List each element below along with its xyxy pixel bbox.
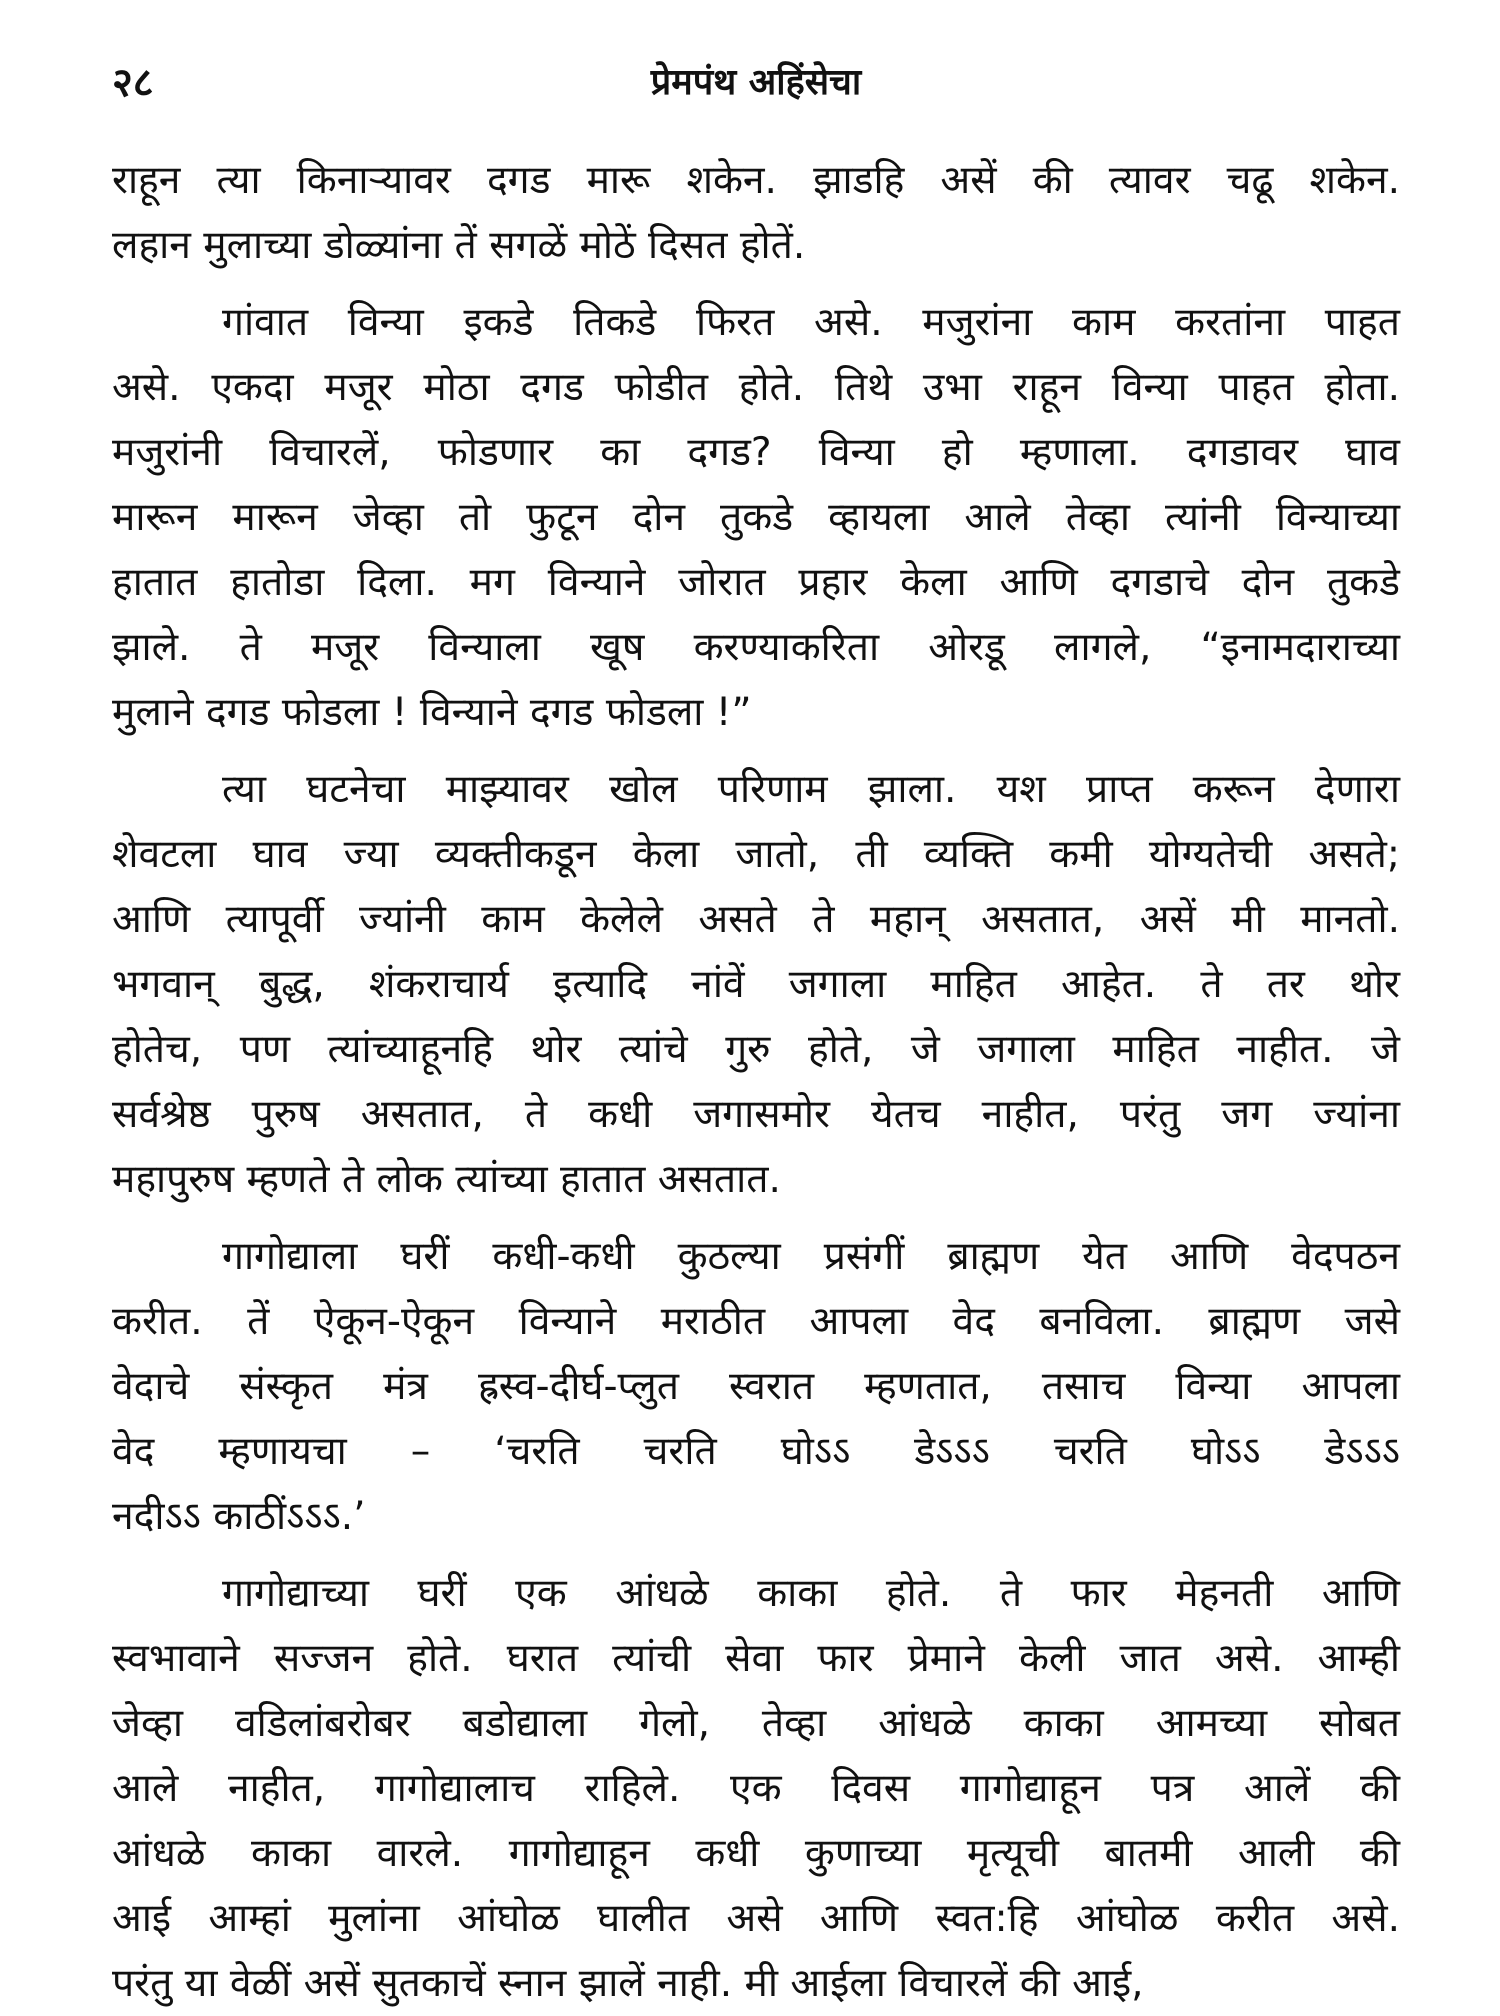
text-line: मजुरांनी विचारलें, फोडणार का दगड? विन्या हो म्हणाला. दगडावर घाव	[112, 430, 1400, 475]
text-line: भगवान् बुद्ध, शंकराचार्य इत्यादि नांवें जगाला माहित आहेत. ते तर थोर	[112, 962, 1400, 1007]
text-line: आणि त्यापूर्वी ज्यांनी काम केलेले असते ते महान् असतात, असें मी मानतो.	[112, 897, 1400, 942]
text-line: आले नाहीत, गागोद्यालाच राहिले. एक दिवस गागोद्याहून पत्र आलें की	[112, 1766, 1400, 1811]
paragraph	[112, 757, 1400, 1212]
text-line: गागोद्याच्या घरीं एक आंधळे काका होते. ते फार मेहनती आणि	[222, 1571, 1400, 1616]
text-line: मुलाने दगड फोडला ! विन्याने दगड फोडला !”	[112, 690, 752, 735]
paragraph	[112, 290, 1400, 745]
text-line: परंतु या वेळीं असें सुतकाचें स्नान झालें नाही. मी आईला विचारलें की आई,	[112, 1961, 1144, 2006]
paragraph-gap	[112, 1549, 1400, 1561]
paragraph-gap	[112, 745, 1400, 757]
paragraph-gap	[112, 278, 1400, 290]
text-line: आंधळे काका वारले. गागोद्याहून कधी कुणाच्या मृत्यूची बातमी आली की	[112, 1831, 1400, 1876]
text-line: गागोद्याला घरीं कधी-कधी कुठल्या प्रसंगीं ब्राह्मण येत आणि वेदपठन	[222, 1234, 1400, 1279]
text-line: वेदाचे संस्कृत मंत्र ह्रस्व-दीर्घ-प्लुत स्वरात म्हणतात, तसाच विन्या आपला	[112, 1364, 1400, 1409]
page-body	[112, 148, 1400, 2016]
text-line: हातात हातोडा दिला. मग विन्याने जोरात प्रहार केला आणि दगडाचे दोन तुकडे	[112, 560, 1400, 605]
text-line: करीत. तें ऐकून-ऐकून विन्याने मराठीत आपला वेद बनविला. ब्राह्मण जसे	[112, 1299, 1400, 1344]
text-line: महापुरुष म्हणते ते लोक त्यांच्या हातात असतात.	[112, 1157, 781, 1202]
paragraph	[112, 148, 1400, 278]
text-line: गांवात विन्या इकडे तिकडे फिरत असे. मजुरांना काम करतांना पाहत	[222, 300, 1400, 345]
text-line: असे. एकदा मजूर मोठा दगड फोडीत होते. तिथे उभा राहून विन्या पाहत होता.	[112, 365, 1400, 410]
page-header	[112, 52, 1400, 114]
text-line: शेवटला घाव ज्या व्यक्तीकडून केला जातो, ती व्यक्ति कमी योग्यतेची असते;	[112, 832, 1400, 877]
text-line: आई आम्हां मुलांना आंघोळ घालीत असे आणि स्वत:हि आंघोळ करीत असे.	[112, 1896, 1400, 1941]
text-line: झाले. ते मजूर विन्याला खूष करण्याकरिता ओरडू लागले, “इनामदाराच्या	[112, 625, 1400, 670]
text-line: वेद म्हणायचा – ‘चरति चरति घोऽऽ डेऽऽऽ चरति घोऽऽ डेऽऽऽ	[112, 1429, 1400, 1474]
paragraph	[112, 1561, 1400, 2016]
paragraph-gap	[112, 1212, 1400, 1224]
running-title: प्रेमपंथ अहिंसेचा	[650, 62, 862, 103]
text-line: नदीऽऽ काठींऽऽऽ.’	[112, 1494, 366, 1539]
text-line: लहान मुलाच्या डोळ्यांना तें सगळें मोठें दिसत होतें.	[112, 223, 806, 268]
text-line: मारून मारून जेव्हा तो फुटून दोन तुकडे व्हायला आले तेव्हा त्यांनी विन्याच्या	[112, 495, 1400, 540]
text-line: राहून त्या किनाऱ्यावर दगड मारू शकेन. झाडहि असें की त्यावर चढू शकेन.	[112, 158, 1400, 203]
paragraph	[112, 1224, 1400, 1549]
text-line: त्या घटनेचा माझ्यावर खोल परिणाम झाला. यश प्राप्त करून देणारा	[222, 767, 1400, 812]
text-line: स्वभावाने सज्जन होते. घरात त्यांची सेवा फार प्रेमाने केली जात असे. आम्ही	[112, 1636, 1400, 1681]
text-line: जेव्हा वडिलांबरोबर बडोद्याला गेलो, तेव्हा आंधळे काका आमच्या सोबत	[112, 1701, 1400, 1746]
text-line: होतेच, पण त्यांच्याहूनहि थोर त्यांचे गुरु होते, जे जगाला माहित नाहीत. जे	[112, 1027, 1400, 1072]
page-number: २८	[112, 60, 154, 106]
text-line: सर्वश्रेष्ठ पुरुष असतात, ते कधी जगासमोर येतच नाहीत, परंतु जग ज्यांना	[112, 1092, 1400, 1137]
